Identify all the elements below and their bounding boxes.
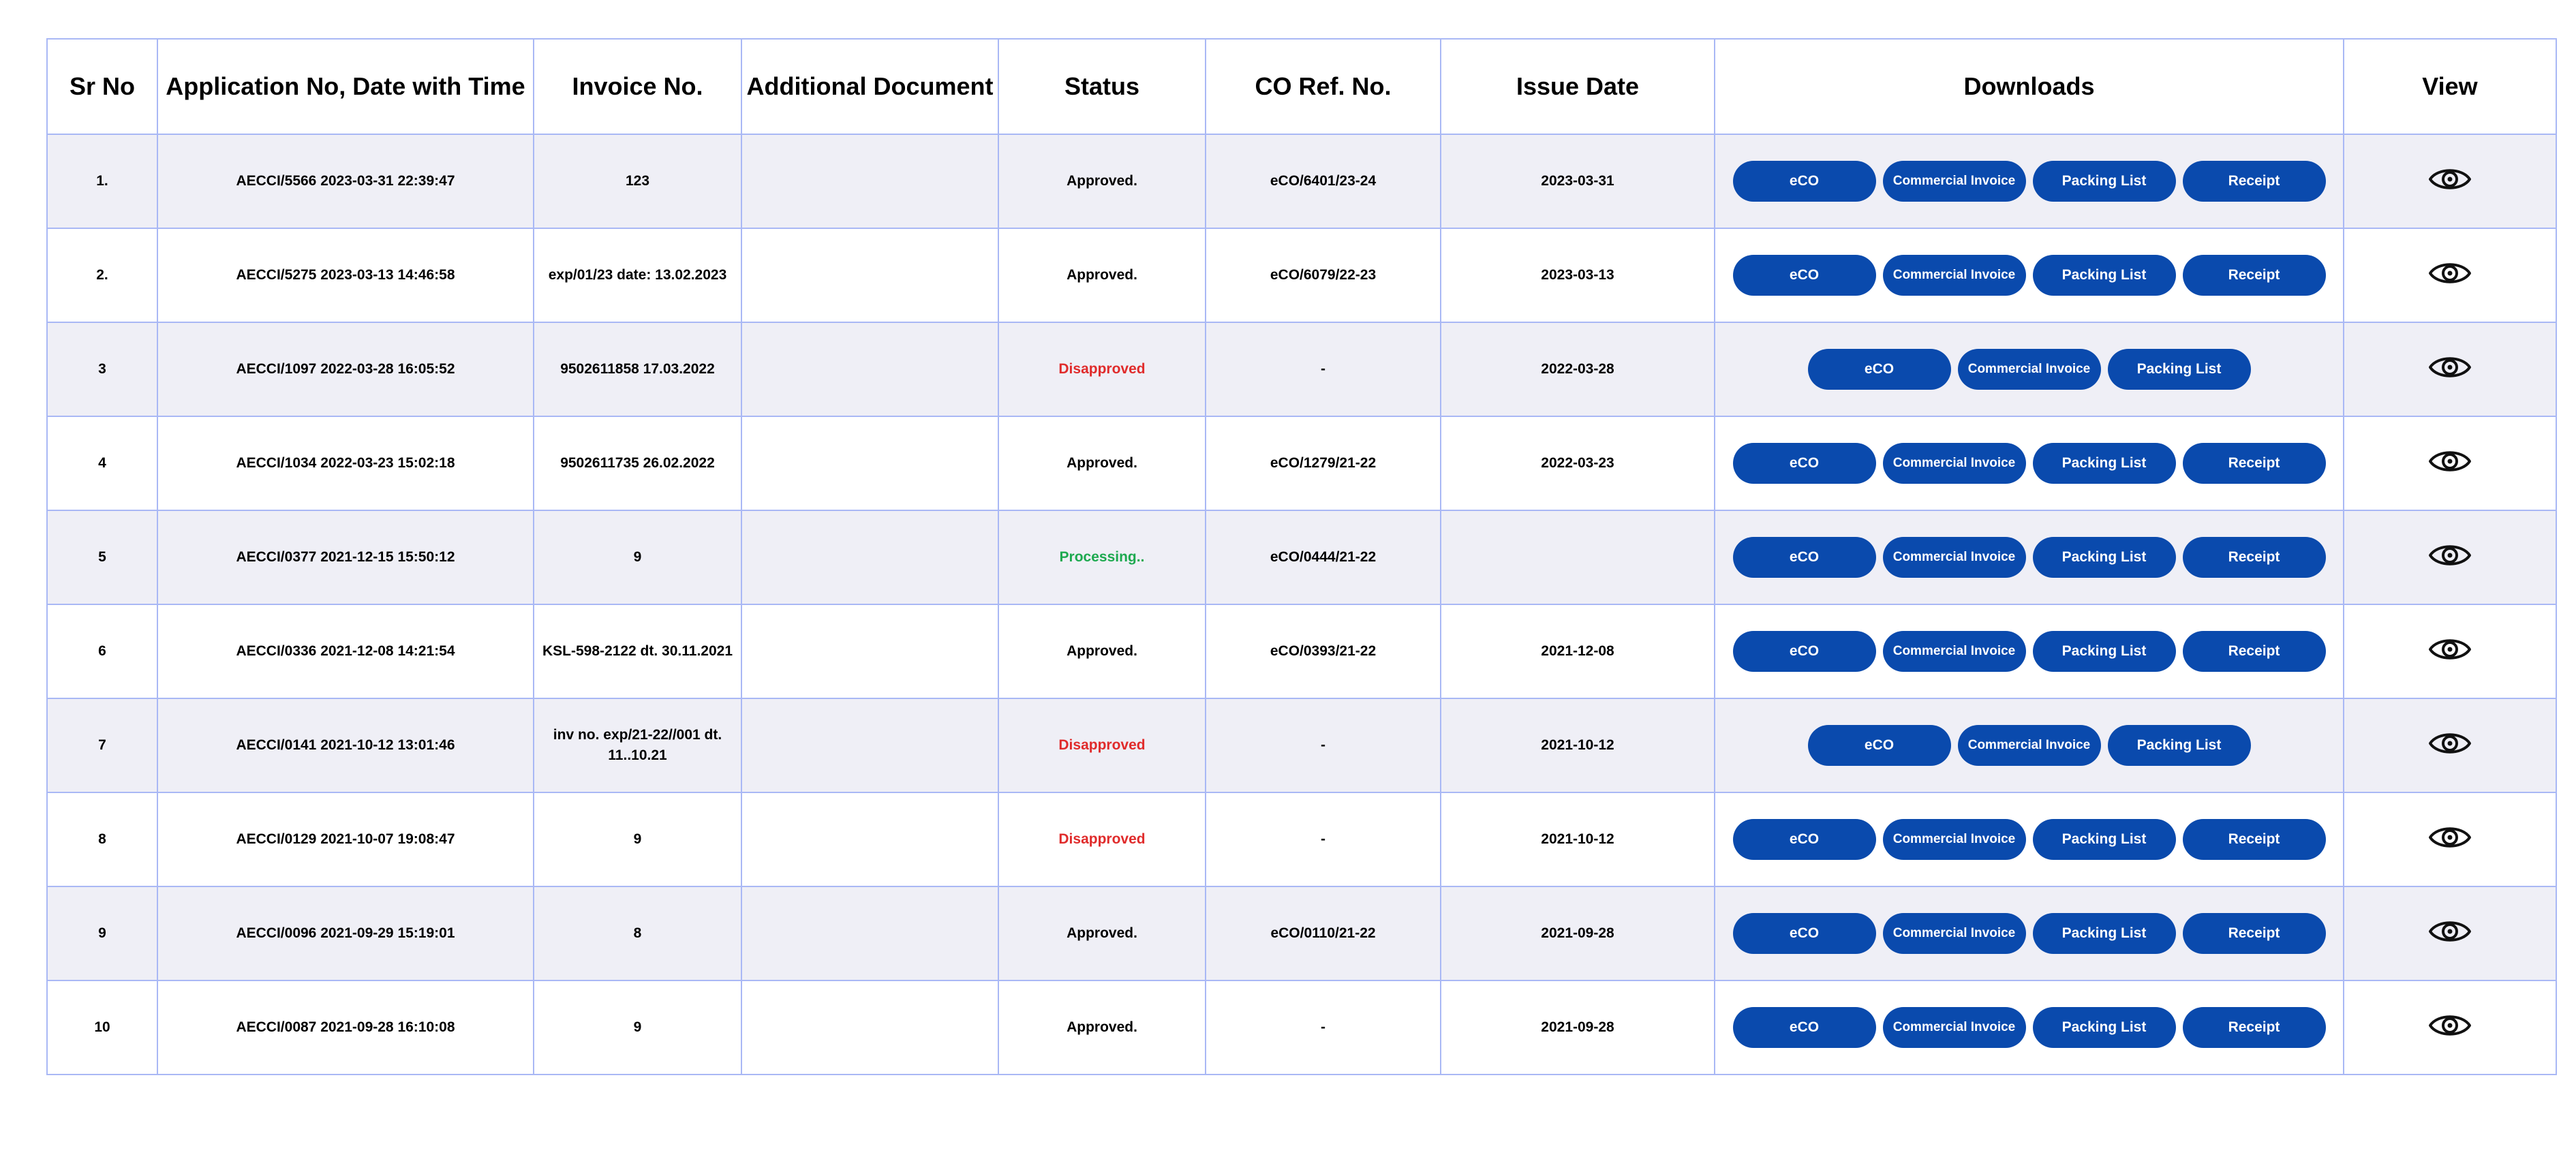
cell-additional-document bbox=[741, 228, 998, 322]
cell-downloads bbox=[1715, 416, 2344, 510]
commercial-invoice-download-button[interactable]: Commercial Invoice bbox=[1883, 161, 2026, 202]
cell-invoice: 9 bbox=[534, 980, 741, 1075]
cell-application: AECCI/0336 2021-12-08 14:21:54 bbox=[157, 604, 534, 698]
cell-co-ref: - bbox=[1206, 792, 1441, 886]
cell-issue-date: 2023-03-13 bbox=[1441, 228, 1715, 322]
eco-download-button[interactable]: eCO bbox=[1733, 443, 1876, 484]
downloads-button-group bbox=[1719, 631, 2339, 672]
cell-status: Approved. bbox=[998, 416, 1206, 510]
downloads-button-group bbox=[1719, 443, 2339, 484]
cell-status: Disapproved bbox=[998, 698, 1206, 792]
packing-list-download-button[interactable]: Packing List bbox=[2033, 819, 2176, 860]
cell-issue-date: 2021-09-28 bbox=[1441, 980, 1715, 1075]
cell-invoice: inv no. exp/21-22//001 dt. 11..10.21 bbox=[534, 698, 741, 792]
cell-additional-document bbox=[741, 698, 998, 792]
cell-invoice: exp/01/23 date: 13.02.2023 bbox=[534, 228, 741, 322]
packing-list-download-button[interactable]: Packing List bbox=[2108, 725, 2251, 766]
cell-issue-date: 2021-10-12 bbox=[1441, 792, 1715, 886]
table-row bbox=[47, 886, 2556, 980]
cell-additional-document bbox=[741, 322, 998, 416]
header-issue-date: Issue Date bbox=[1441, 39, 1715, 134]
cell-additional-document bbox=[741, 604, 998, 698]
cell-co-ref: eCO/0444/21-22 bbox=[1206, 510, 1441, 604]
cell-application: AECCI/5275 2023-03-13 14:46:58 bbox=[157, 228, 534, 322]
cell-view bbox=[2344, 698, 2556, 792]
packing-list-download-button[interactable]: Packing List bbox=[2108, 349, 2251, 390]
cell-downloads bbox=[1715, 980, 2344, 1075]
downloads-button-group bbox=[1719, 1007, 2339, 1048]
cell-downloads bbox=[1715, 792, 2344, 886]
header-application: Application No, Date with Time bbox=[157, 39, 534, 134]
cell-co-ref: eCO/6401/23-24 bbox=[1206, 134, 1441, 228]
cell-additional-document bbox=[741, 134, 998, 228]
cell-application: AECCI/0141 2021-10-12 13:01:46 bbox=[157, 698, 534, 792]
eye-icon[interactable] bbox=[2428, 822, 2472, 853]
cell-status: Processing.. bbox=[998, 510, 1206, 604]
eye-icon[interactable] bbox=[2428, 258, 2472, 289]
cell-application: AECCI/0096 2021-09-29 15:19:01 bbox=[157, 886, 534, 980]
cell-sr-no: 2. bbox=[47, 228, 157, 322]
table-row bbox=[47, 604, 2556, 698]
cell-view bbox=[2344, 604, 2556, 698]
cell-sr-no: 3 bbox=[47, 322, 157, 416]
header-co-ref: CO Ref. No. bbox=[1206, 39, 1441, 134]
cell-downloads bbox=[1715, 698, 2344, 792]
cell-application: AECCI/5566 2023-03-31 22:39:47 bbox=[157, 134, 534, 228]
cell-view bbox=[2344, 416, 2556, 510]
eye-icon[interactable] bbox=[2428, 1010, 2472, 1041]
cell-invoice: 8 bbox=[534, 886, 741, 980]
receipt-download-button[interactable]: Receipt bbox=[2183, 819, 2326, 860]
header-sr-no: Sr No bbox=[47, 39, 157, 134]
eco-download-button[interactable]: eCO bbox=[1733, 537, 1876, 578]
receipt-download-button[interactable]: Receipt bbox=[2183, 913, 2326, 954]
cell-application: AECCI/0087 2021-09-28 16:10:08 bbox=[157, 980, 534, 1075]
cell-co-ref: - bbox=[1206, 980, 1441, 1075]
applications-table-container bbox=[46, 38, 2557, 1075]
cell-status: Approved. bbox=[998, 134, 1206, 228]
cell-additional-document bbox=[741, 416, 998, 510]
eco-download-button[interactable]: eCO bbox=[1733, 255, 1876, 296]
cell-co-ref: - bbox=[1206, 698, 1441, 792]
cell-sr-no: 8 bbox=[47, 792, 157, 886]
cell-co-ref: eCO/0393/21-22 bbox=[1206, 604, 1441, 698]
eco-download-button[interactable]: eCO bbox=[1733, 631, 1876, 672]
table-row bbox=[47, 416, 2556, 510]
cell-additional-document bbox=[741, 980, 998, 1075]
cell-view bbox=[2344, 980, 2556, 1075]
cell-co-ref: - bbox=[1206, 322, 1441, 416]
cell-sr-no: 6 bbox=[47, 604, 157, 698]
cell-view bbox=[2344, 322, 2556, 416]
cell-issue-date: 2023-03-31 bbox=[1441, 134, 1715, 228]
cell-status: Disapproved bbox=[998, 792, 1206, 886]
cell-view bbox=[2344, 134, 2556, 228]
commercial-invoice-download-button[interactable]: Commercial Invoice bbox=[1883, 819, 2026, 860]
cell-additional-document bbox=[741, 510, 998, 604]
commercial-invoice-download-button[interactable]: Commercial Invoice bbox=[1883, 1007, 2026, 1048]
receipt-download-button[interactable]: Receipt bbox=[2183, 631, 2326, 672]
header-downloads: Downloads bbox=[1715, 39, 2344, 134]
eye-icon[interactable] bbox=[2428, 916, 2472, 947]
commercial-invoice-download-button[interactable]: Commercial Invoice bbox=[1883, 255, 2026, 296]
cell-status: Disapproved bbox=[998, 322, 1206, 416]
commercial-invoice-download-button[interactable]: Commercial Invoice bbox=[1883, 913, 2026, 954]
cell-sr-no: 1. bbox=[47, 134, 157, 228]
eco-download-button[interactable]: eCO bbox=[1733, 913, 1876, 954]
cell-sr-no: 5 bbox=[47, 510, 157, 604]
table-row bbox=[47, 228, 2556, 322]
eco-download-button[interactable]: eCO bbox=[1733, 161, 1876, 202]
eco-download-button[interactable]: eCO bbox=[1733, 1007, 1876, 1048]
cell-downloads bbox=[1715, 510, 2344, 604]
cell-downloads bbox=[1715, 134, 2344, 228]
header-status: Status bbox=[998, 39, 1206, 134]
packing-list-download-button[interactable]: Packing List bbox=[2033, 913, 2176, 954]
cell-view bbox=[2344, 886, 2556, 980]
cell-view bbox=[2344, 792, 2556, 886]
cell-invoice: 9502611858 17.03.2022 bbox=[534, 322, 741, 416]
cell-downloads bbox=[1715, 228, 2344, 322]
table-body bbox=[47, 134, 2556, 1075]
receipt-download-button[interactable]: Receipt bbox=[2183, 255, 2326, 296]
cell-invoice: 123 bbox=[534, 134, 741, 228]
packing-list-download-button[interactable]: Packing List bbox=[2033, 255, 2176, 296]
eco-download-button[interactable]: eCO bbox=[1808, 349, 1951, 390]
cell-status: Approved. bbox=[998, 228, 1206, 322]
table-row bbox=[47, 134, 2556, 228]
cell-status: Approved. bbox=[998, 604, 1206, 698]
cell-view bbox=[2344, 228, 2556, 322]
cell-issue-date: 2021-12-08 bbox=[1441, 604, 1715, 698]
downloads-button-group bbox=[1719, 537, 2339, 578]
table-row bbox=[47, 980, 2556, 1075]
table-row bbox=[47, 698, 2556, 792]
packing-list-download-button[interactable]: Packing List bbox=[2033, 443, 2176, 484]
cell-view bbox=[2344, 510, 2556, 604]
receipt-download-button[interactable]: Receipt bbox=[2183, 443, 2326, 484]
cell-issue-date: 2021-09-28 bbox=[1441, 886, 1715, 980]
packing-list-download-button[interactable]: Packing List bbox=[2033, 537, 2176, 578]
applications-table bbox=[46, 38, 2557, 1075]
cell-additional-document bbox=[741, 792, 998, 886]
packing-list-download-button[interactable]: Packing List bbox=[2033, 631, 2176, 672]
downloads-button-group bbox=[1719, 725, 2339, 766]
eye-icon[interactable] bbox=[2428, 446, 2472, 477]
table-header-row bbox=[47, 39, 2556, 134]
commercial-invoice-download-button[interactable]: Commercial Invoice bbox=[1958, 725, 2101, 766]
eye-icon[interactable] bbox=[2428, 540, 2472, 571]
cell-application: AECCI/1097 2022-03-28 16:05:52 bbox=[157, 322, 534, 416]
table-row bbox=[47, 510, 2556, 604]
cell-invoice: KSL-598-2122 dt. 30.11.2021 bbox=[534, 604, 741, 698]
receipt-download-button[interactable]: Receipt bbox=[2183, 1007, 2326, 1048]
downloads-button-group bbox=[1719, 819, 2339, 860]
downloads-button-group bbox=[1719, 349, 2339, 390]
receipt-download-button[interactable]: Receipt bbox=[2183, 161, 2326, 202]
cell-sr-no: 7 bbox=[47, 698, 157, 792]
downloads-button-group bbox=[1719, 161, 2339, 202]
cell-status: Approved. bbox=[998, 886, 1206, 980]
cell-downloads bbox=[1715, 322, 2344, 416]
cell-issue-date: 2022-03-28 bbox=[1441, 322, 1715, 416]
eye-icon[interactable] bbox=[2428, 728, 2472, 759]
cell-additional-document bbox=[741, 886, 998, 980]
table-row bbox=[47, 792, 2556, 886]
cell-sr-no: 10 bbox=[47, 980, 157, 1075]
cell-downloads bbox=[1715, 604, 2344, 698]
eco-download-button[interactable]: eCO bbox=[1808, 725, 1951, 766]
eye-icon[interactable] bbox=[2428, 164, 2472, 195]
commercial-invoice-download-button[interactable]: Commercial Invoice bbox=[1958, 349, 2101, 390]
cell-status: Approved. bbox=[998, 980, 1206, 1075]
downloads-button-group bbox=[1719, 913, 2339, 954]
header-invoice: Invoice No. bbox=[534, 39, 741, 134]
downloads-button-group bbox=[1719, 255, 2339, 296]
cell-sr-no: 9 bbox=[47, 886, 157, 980]
cell-invoice: 9 bbox=[534, 510, 741, 604]
header-view: View bbox=[2344, 39, 2556, 134]
packing-list-download-button[interactable]: Packing List bbox=[2033, 1007, 2176, 1048]
header-additional-document: Additional Document bbox=[741, 39, 998, 134]
packing-list-download-button[interactable]: Packing List bbox=[2033, 161, 2176, 202]
cell-invoice: 9 bbox=[534, 792, 741, 886]
receipt-download-button[interactable]: Receipt bbox=[2183, 537, 2326, 578]
cell-issue-date bbox=[1441, 510, 1715, 604]
table-row bbox=[47, 322, 2556, 416]
eco-download-button[interactable]: eCO bbox=[1733, 819, 1876, 860]
cell-co-ref: eCO/0110/21-22 bbox=[1206, 886, 1441, 980]
cell-downloads bbox=[1715, 886, 2344, 980]
eye-icon[interactable] bbox=[2428, 352, 2472, 383]
eye-icon[interactable] bbox=[2428, 634, 2472, 665]
cell-sr-no: 4 bbox=[47, 416, 157, 510]
cell-issue-date: 2022-03-23 bbox=[1441, 416, 1715, 510]
cell-issue-date: 2021-10-12 bbox=[1441, 698, 1715, 792]
commercial-invoice-download-button[interactable]: Commercial Invoice bbox=[1883, 443, 2026, 484]
commercial-invoice-download-button[interactable]: Commercial Invoice bbox=[1883, 537, 2026, 578]
cell-co-ref: eCO/6079/22-23 bbox=[1206, 228, 1441, 322]
commercial-invoice-download-button[interactable]: Commercial Invoice bbox=[1883, 631, 2026, 672]
cell-application: AECCI/0129 2021-10-07 19:08:47 bbox=[157, 792, 534, 886]
cell-invoice: 9502611735 26.02.2022 bbox=[534, 416, 741, 510]
cell-co-ref: eCO/1279/21-22 bbox=[1206, 416, 1441, 510]
cell-application: AECCI/1034 2022-03-23 15:02:18 bbox=[157, 416, 534, 510]
cell-application: AECCI/0377 2021-12-15 15:50:12 bbox=[157, 510, 534, 604]
